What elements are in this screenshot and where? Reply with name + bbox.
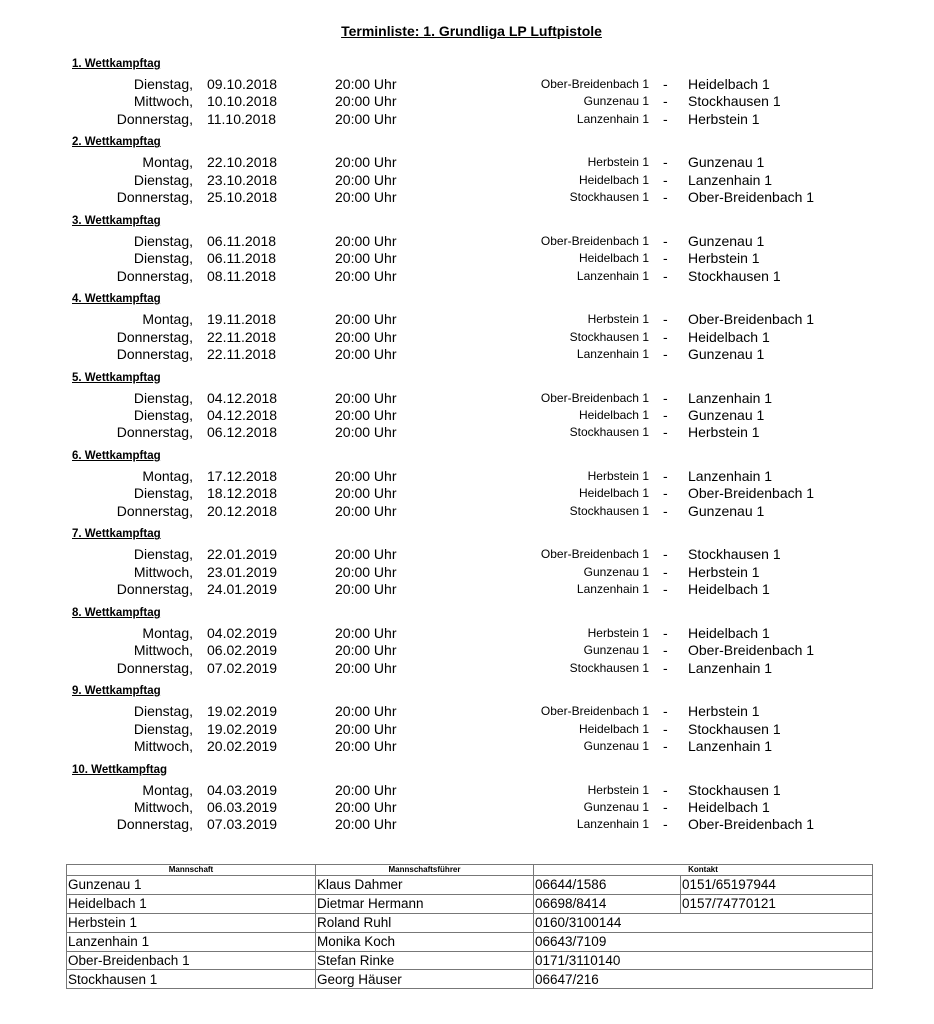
- match-time: 20:00 Uhr: [335, 232, 397, 249]
- match-day: Dienstag,: [133, 406, 193, 423]
- match-time: 20:00 Uhr: [335, 659, 397, 676]
- round-title: 5. Wettkampftag: [72, 371, 161, 384]
- match-date: 22.11.2018: [207, 328, 277, 345]
- match-away: Stockhausen 1: [688, 267, 781, 284]
- match-home: Herbstein 1: [587, 468, 649, 483]
- match-day: Donnerstag,: [116, 189, 193, 206]
- match-row: [0, 738, 934, 755]
- match-sep: -: [663, 406, 668, 423]
- match-time: 20:00 Uhr: [335, 781, 397, 798]
- round-6: [0, 449, 934, 527]
- match-day: Dienstag,: [133, 76, 193, 92]
- match-day: Donnerstag,: [116, 816, 193, 833]
- match-away: Heidelbach 1: [688, 76, 770, 92]
- match-day: Dienstag,: [133, 546, 193, 563]
- match-row: [0, 642, 934, 659]
- match-sep: -: [663, 703, 668, 720]
- match-away: Gunzenau 1: [688, 232, 765, 249]
- match-time: 20:00 Uhr: [335, 798, 397, 815]
- header-team: Mannschaft: [67, 865, 316, 876]
- match-day: Dienstag,: [133, 250, 193, 267]
- match-away: Stockhausen 1: [688, 546, 781, 563]
- match-away: Stockhausen 1: [688, 720, 781, 737]
- contact-team: Lanzenhain 1: [67, 932, 316, 951]
- contact-row: [67, 970, 873, 989]
- match-sep: -: [663, 154, 668, 171]
- match-date: 08.11.2018: [207, 267, 277, 284]
- match-date: 22.11.2018: [207, 345, 277, 362]
- match-time: 20:00 Uhr: [335, 345, 397, 362]
- match-sep: -: [663, 389, 668, 406]
- match-away: Lanzenhain 1: [688, 389, 773, 406]
- contact-phone1: 0160/3100144: [534, 913, 873, 932]
- match-time: 20:00 Uhr: [335, 424, 397, 441]
- match-time: 20:00 Uhr: [335, 720, 397, 737]
- match-day: Montag,: [142, 624, 193, 641]
- match-day: Dienstag,: [133, 703, 193, 720]
- match-day: Dienstag,: [133, 232, 193, 249]
- contact-captain: Roland Ruhl: [316, 913, 534, 932]
- match-row: [0, 346, 934, 363]
- match-home: Heidelbach 1: [578, 251, 649, 266]
- match-sep: -: [663, 76, 668, 92]
- match-row: [0, 93, 934, 110]
- contacts-header-row: [67, 865, 873, 876]
- match-date: 23.01.2019: [207, 563, 278, 580]
- match-away: Stockhausen 1: [688, 93, 781, 110]
- match-away: Heidelbach 1: [688, 624, 770, 641]
- match-home: Lanzenhain 1: [576, 346, 649, 361]
- round-title: 9. Wettkampftag: [72, 685, 161, 698]
- match-away: Heidelbach 1: [688, 581, 770, 598]
- match-day: Donnerstag,: [116, 659, 193, 676]
- match-sep: -: [663, 737, 668, 754]
- match-home: Lanzenhain 1: [576, 582, 649, 597]
- match-date: 17.12.2018: [207, 467, 278, 484]
- match-row: [0, 311, 934, 328]
- match-home: Gunzenau 1: [583, 564, 649, 579]
- match-day: Mittwoch,: [133, 798, 193, 815]
- match-row: [0, 424, 934, 441]
- match-time: 20:00 Uhr: [335, 93, 397, 110]
- match-home: Stockhausen 1: [569, 503, 649, 518]
- match-day: Montag,: [142, 467, 193, 484]
- match-date: 22.10.2018: [207, 154, 278, 171]
- contact-captain: Monika Koch: [316, 932, 534, 951]
- match-sep: -: [663, 816, 668, 833]
- match-sep: -: [663, 250, 668, 267]
- match-date: 06.11.2018: [207, 232, 277, 249]
- match-time: 20:00 Uhr: [335, 624, 397, 641]
- match-sep: -: [663, 720, 668, 737]
- contact-team: Gunzenau 1: [67, 876, 316, 895]
- match-sep: -: [663, 189, 668, 206]
- match-day: Dienstag,: [133, 720, 193, 737]
- match-home: Gunzenau 1: [583, 643, 649, 658]
- match-sep: -: [663, 659, 668, 676]
- match-day: Mittwoch,: [133, 737, 193, 754]
- match-day: Mittwoch,: [133, 642, 193, 659]
- match-date: 23.10.2018: [207, 171, 278, 188]
- match-home: Ober-Breidenbach 1: [540, 547, 649, 562]
- match-home: Heidelbach 1: [578, 407, 649, 422]
- round-5: [0, 371, 934, 449]
- round-2: [0, 135, 934, 213]
- match-sep: -: [663, 110, 668, 127]
- match-sep: -: [663, 328, 668, 345]
- match-time: 20:00 Uhr: [335, 816, 397, 833]
- match-time: 20:00 Uhr: [335, 467, 397, 484]
- contact-phone1: 06644/1586: [534, 876, 681, 895]
- round-1: [0, 57, 934, 135]
- match-row: [0, 485, 934, 502]
- round-7: [0, 527, 934, 605]
- contacts-table: [66, 864, 873, 989]
- match-day: Donnerstag,: [116, 267, 193, 284]
- match-time: 20:00 Uhr: [335, 171, 397, 188]
- page-title: Terminliste: 1. Grundliga LP Luftpistole: [341, 23, 602, 39]
- match-away: Herbstein 1: [688, 424, 760, 441]
- contact-phone1: 06643/7109: [534, 932, 873, 951]
- match-date: 06.03.2019: [207, 798, 278, 815]
- match-time: 20:00 Uhr: [335, 642, 397, 659]
- match-home: Lanzenhain 1: [576, 111, 649, 126]
- match-day: Donnerstag,: [116, 581, 193, 598]
- round-title: 8. Wettkampftag: [72, 606, 161, 619]
- match-sep: -: [663, 581, 668, 598]
- match-sep: -: [663, 563, 668, 580]
- match-away: Gunzenau 1: [688, 345, 765, 362]
- round-10: [0, 763, 934, 841]
- header-captain: Mannschaftsführer: [316, 865, 534, 876]
- contact-captain: Dietmar Hermann: [316, 894, 534, 913]
- contact-phone2: 0157/74770121: [681, 894, 873, 913]
- match-row: [0, 329, 934, 346]
- match-away: Herbstein 1: [688, 563, 760, 580]
- match-sep: -: [663, 311, 668, 328]
- contact-captain: Klaus Dahmer: [316, 876, 534, 895]
- contact-team: Heidelbach 1: [67, 894, 316, 913]
- match-home: Herbstein 1: [587, 155, 649, 170]
- match-row: [0, 503, 934, 520]
- match-home: Herbstein 1: [587, 312, 649, 327]
- match-row: [0, 564, 934, 581]
- match-sep: -: [663, 345, 668, 362]
- round-title: 6. Wettkampftag: [72, 449, 161, 462]
- match-row: [0, 233, 934, 250]
- match-date: 22.01.2019: [207, 546, 278, 563]
- schedule: [0, 57, 934, 841]
- match-away: Lanzenhain 1: [688, 737, 773, 754]
- match-time: 20:00 Uhr: [335, 110, 397, 127]
- match-sep: -: [663, 781, 668, 798]
- match-home: Gunzenau 1: [583, 94, 649, 109]
- match-time: 20:00 Uhr: [335, 328, 397, 345]
- match-home: Herbstein 1: [587, 782, 649, 797]
- match-date: 19.02.2019: [207, 720, 278, 737]
- match-time: 20:00 Uhr: [335, 546, 397, 563]
- match-away: Ober-Breidenbach 1: [688, 311, 815, 328]
- match-home: Lanzenhain 1: [576, 817, 649, 832]
- match-row: [0, 660, 934, 677]
- match-sep: -: [663, 502, 668, 519]
- match-time: 20:00 Uhr: [335, 406, 397, 423]
- round-title: 1. Wettkampftag: [72, 58, 161, 70]
- match-date: 04.03.2019: [207, 781, 278, 798]
- match-date: 25.10.2018: [207, 189, 278, 206]
- match-row: [0, 625, 934, 642]
- match-away: Gunzenau 1: [688, 502, 765, 519]
- match-away: Ober-Breidenbach 1: [688, 485, 815, 502]
- match-time: 20:00 Uhr: [335, 189, 397, 206]
- match-time: 20:00 Uhr: [335, 311, 397, 328]
- match-day: Donnerstag,: [116, 424, 193, 441]
- round-title: 4. Wettkampftag: [72, 293, 161, 306]
- match-date: 06.11.2018: [207, 250, 277, 267]
- match-sep: -: [663, 267, 668, 284]
- match-row: [0, 703, 934, 720]
- match-date: 19.11.2018: [207, 311, 277, 328]
- match-row: [0, 782, 934, 799]
- round-title: 7. Wettkampftag: [72, 528, 161, 541]
- match-home: Lanzenhain 1: [576, 268, 649, 283]
- contact-phone1: 06698/8414: [534, 894, 681, 913]
- match-away: Gunzenau 1: [688, 154, 765, 171]
- match-date: 07.02.2019: [207, 659, 278, 676]
- match-date: 19.02.2019: [207, 703, 278, 720]
- match-day: Donnerstag,: [116, 328, 193, 345]
- match-date: 11.10.2018: [207, 110, 277, 127]
- match-row: [0, 76, 934, 93]
- match-home: Stockhausen 1: [569, 425, 649, 440]
- match-date: 06.12.2018: [207, 424, 278, 441]
- match-away: Heidelbach 1: [688, 798, 770, 815]
- match-home: Ober-Breidenbach 1: [540, 390, 649, 405]
- contact-phone1: 0171/3110140: [534, 951, 873, 970]
- match-date: 24.01.2019: [207, 581, 278, 598]
- match-row: [0, 546, 934, 563]
- match-home: Stockhausen 1: [569, 660, 649, 675]
- contact-team: Stockhausen 1: [67, 970, 316, 989]
- match-away: Lanzenhain 1: [688, 659, 773, 676]
- match-sep: -: [663, 485, 668, 502]
- match-date: 09.10.2018: [207, 76, 278, 92]
- match-away: Herbstein 1: [688, 110, 760, 127]
- round-title: 2. Wettkampftag: [72, 136, 161, 149]
- match-time: 20:00 Uhr: [335, 154, 397, 171]
- match-day: Dienstag,: [133, 485, 193, 502]
- match-sep: -: [663, 798, 668, 815]
- contact-row: [67, 951, 873, 970]
- round-title: 3. Wettkampftag: [72, 214, 161, 227]
- match-sep: -: [663, 642, 668, 659]
- match-time: 20:00 Uhr: [335, 563, 397, 580]
- match-day: Montag,: [142, 154, 193, 171]
- match-time: 20:00 Uhr: [335, 389, 397, 406]
- contact-team: Ober-Breidenbach 1: [67, 951, 316, 970]
- match-row: [0, 581, 934, 598]
- match-row: [0, 468, 934, 485]
- match-date: 18.12.2018: [207, 485, 278, 502]
- match-sep: -: [663, 467, 668, 484]
- match-date: 20.02.2019: [207, 737, 278, 754]
- match-row: [0, 799, 934, 816]
- match-row: [0, 721, 934, 738]
- contact-row: [67, 876, 873, 895]
- match-home: Heidelbach 1: [578, 721, 649, 736]
- match-away: Ober-Breidenbach 1: [688, 642, 815, 659]
- match-sep: -: [663, 424, 668, 441]
- match-day: Dienstag,: [133, 389, 193, 406]
- match-sep: -: [663, 93, 668, 110]
- match-away: Lanzenhain 1: [688, 467, 773, 484]
- match-date: 07.03.2019: [207, 816, 278, 833]
- match-date: 04.12.2018: [207, 406, 278, 423]
- match-day: Donnerstag,: [116, 110, 193, 127]
- match-time: 20:00 Uhr: [335, 250, 397, 267]
- round-title: 10. Wettkampftag: [72, 763, 168, 776]
- match-row: [0, 172, 934, 189]
- match-home: Stockhausen 1: [569, 329, 649, 344]
- match-row: [0, 407, 934, 424]
- contact-row: [67, 932, 873, 951]
- match-row: [0, 390, 934, 407]
- match-away: Gunzenau 1: [688, 406, 765, 423]
- match-day: Donnerstag,: [116, 345, 193, 362]
- contact-row: [67, 913, 873, 932]
- match-away: Ober-Breidenbach 1: [688, 816, 815, 833]
- contact-captain: Georg Häuser: [316, 970, 534, 989]
- match-time: 20:00 Uhr: [335, 267, 397, 284]
- match-time: 20:00 Uhr: [335, 737, 397, 754]
- match-home: Heidelbach 1: [578, 172, 649, 187]
- contacts-body: [67, 876, 873, 989]
- match-home: Ober-Breidenbach 1: [540, 704, 649, 719]
- contact-captain: Stefan Rinke: [316, 951, 534, 970]
- match-sep: -: [663, 232, 668, 249]
- match-sep: -: [663, 546, 668, 563]
- match-home: Ober-Breidenbach 1: [540, 77, 649, 91]
- match-date: 04.12.2018: [207, 389, 278, 406]
- match-away: Herbstein 1: [688, 250, 760, 267]
- match-day: Montag,: [142, 311, 193, 328]
- match-sep: -: [663, 624, 668, 641]
- contact-row: [67, 894, 873, 913]
- match-time: 20:00 Uhr: [335, 485, 397, 502]
- match-home: Stockhausen 1: [569, 190, 649, 205]
- match-away: Herbstein 1: [688, 703, 760, 720]
- match-home: Ober-Breidenbach 1: [540, 233, 649, 248]
- match-home: Heidelbach 1: [578, 486, 649, 501]
- match-row: [0, 816, 934, 833]
- match-away: Stockhausen 1: [688, 781, 781, 798]
- match-date: 06.02.2019: [207, 642, 278, 659]
- match-date: 04.02.2019: [207, 624, 278, 641]
- match-day: Mittwoch,: [133, 563, 193, 580]
- match-away: Lanzenhain 1: [688, 171, 773, 188]
- match-row: [0, 268, 934, 285]
- contact-team: Herbstein 1: [67, 913, 316, 932]
- match-sep: -: [663, 171, 668, 188]
- match-row: [0, 154, 934, 171]
- contact-phone2: 0151/65197944: [681, 876, 873, 895]
- header-contact: Kontakt: [534, 865, 873, 876]
- match-row: [0, 250, 934, 267]
- match-away: Heidelbach 1: [688, 328, 770, 345]
- match-day: Dienstag,: [133, 171, 193, 188]
- match-date: 10.10.2018: [207, 93, 278, 110]
- match-row: [0, 111, 934, 128]
- round-4: [0, 292, 934, 370]
- contact-phone1: 06647/216: [534, 970, 873, 989]
- match-date: 20.12.2018: [207, 502, 278, 519]
- match-away: Ober-Breidenbach 1: [688, 189, 815, 206]
- round-9: [0, 684, 934, 762]
- match-time: 20:00 Uhr: [335, 502, 397, 519]
- match-time: 20:00 Uhr: [335, 703, 397, 720]
- match-home: Gunzenau 1: [583, 799, 649, 814]
- round-8: [0, 606, 934, 684]
- match-time: 20:00 Uhr: [335, 581, 397, 598]
- match-time: 20:00 Uhr: [335, 76, 397, 92]
- match-day: Donnerstag,: [116, 502, 193, 519]
- match-day: Mittwoch,: [133, 93, 193, 110]
- match-home: Gunzenau 1: [583, 738, 649, 753]
- match-home: Herbstein 1: [587, 625, 649, 640]
- match-day: Montag,: [142, 781, 193, 798]
- round-3: [0, 214, 934, 292]
- match-row: [0, 189, 934, 206]
